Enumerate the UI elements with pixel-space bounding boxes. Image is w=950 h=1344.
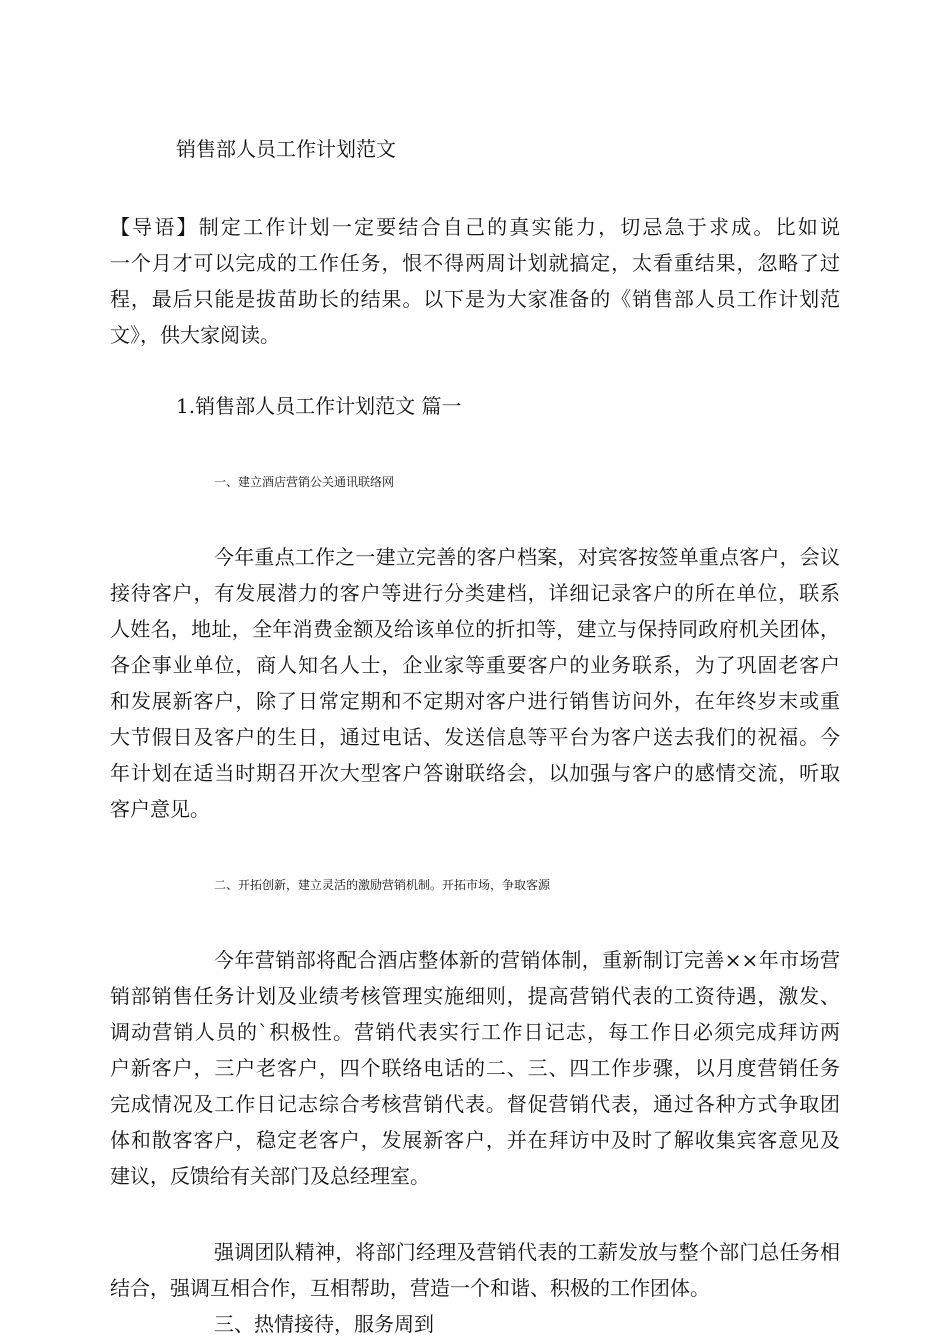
intro-line: 文》，供大家阅读。 — [110, 323, 280, 347]
heading-3: 三、热情接待，服务周到 — [214, 1312, 434, 1336]
paragraph-2-line: 建议，反馈给有关部门及总经理室。 — [110, 1164, 430, 1188]
intro-line: 程，最后只能是拔苗助长的结果。以下是为大家准备的《销售部人员工作计划范 — [110, 287, 840, 311]
heading-2: 二、开拓创新，建立灵活的激励营销机制。开拓市场，争取客源 — [214, 878, 551, 892]
heading-1: 一、建立酒店营销公关通讯联络网 — [214, 475, 395, 489]
paragraph-2-line: 调动营销人员的`积极性。营销代表实行工作日记志，每工作日必须完成拜访两 — [110, 1020, 840, 1044]
document-title: 销售部人员工作计划范文 — [176, 137, 396, 161]
paragraph-2-line: 今年营销部将配合酒店整体新的营销体制，重新制订完善××年市场营 — [214, 948, 840, 972]
paragraph-1-line: 今年重点工作之一建立完善的客户档案，对宾客按签单重点客户，会议 — [214, 545, 840, 569]
paragraph-3-line: 强调团队精神，将部门经理及营销代表的工薪发放与整个部门总任务相 — [214, 1240, 840, 1264]
paragraph-1-line: 大节假日及客户的生日，通过电话、发送信息等平台为客户送去我们的祝福。今 — [110, 725, 840, 749]
paragraph-2-line: 户新客户，三户老客户，四个联络电话的二、三、四工作步骤，以月度营销任务 — [110, 1056, 840, 1080]
paragraph-1-line: 年计划在适当时期召开次大型客户答谢联络会，以加强与客户的感情交流，听取 — [110, 761, 840, 785]
section-title: 1.销售部人员工作计划范文 篇一 — [176, 394, 462, 418]
paragraph-1-line: 人姓名，地址，全年消费金额及给该单位的折扣等，建立与保持同政府机关团体， — [110, 617, 840, 641]
intro-line: 一个月才可以完成的工作任务，恨不得两周计划就搞定，太看重结果，忽略了过 — [110, 251, 840, 275]
paragraph-1-line: 各企事业单位，商人知名人士，企业家等重要客户的业务联系，为了巩固老客户 — [110, 653, 840, 677]
paragraph-1-line: 客户意见。 — [110, 797, 210, 821]
paragraph-1-line: 和发展新客户，除了日常定期和不定期对客户进行销售访问外，在年终岁末或重 — [110, 689, 840, 713]
paragraph-2-line: 销部销售任务计划及业绩考核管理实施细则，提高营销代表的工资待遇，激发、 — [110, 984, 840, 1008]
paragraph-2-line: 体和散客客户，稳定老客户，发展新客户，并在拜访中及时了解收集宾客意见及 — [110, 1128, 840, 1152]
intro-line: 【导语】制定工作计划一定要结合自己的真实能力，切忌急于求成。比如说 — [110, 215, 840, 239]
paragraph-1-line: 接待客户，有发展潜力的客户等进行分类建档，详细记录客户的所在单位，联系 — [110, 581, 840, 605]
paragraph-2-line: 完成情况及工作日记志综合考核营销代表。督促营销代表，通过各种方式争取团 — [110, 1092, 840, 1116]
paragraph-3-line: 结合，强调互相合作，互相帮助，营造一个和谐、积极的工作团体。 — [110, 1276, 710, 1300]
